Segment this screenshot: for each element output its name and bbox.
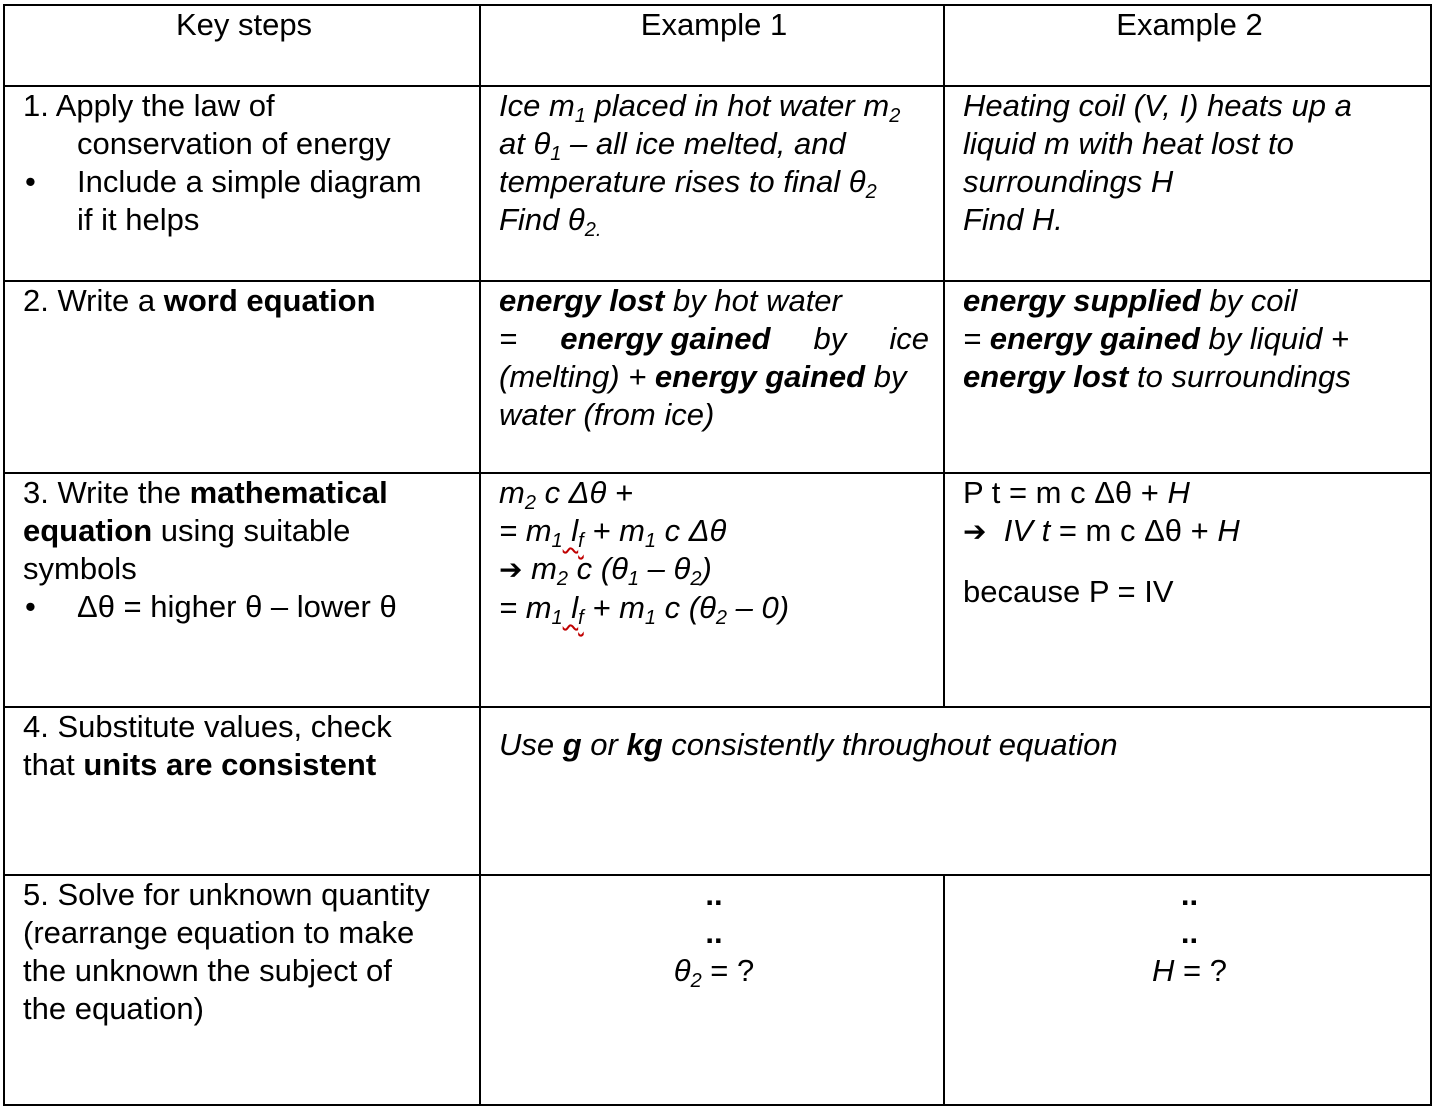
arrow-right-icon: ➔ [963,515,987,548]
step-5-line-1: 5. Solve for unknown quantity [23,877,430,912]
ellipsis-dots-2: .. [1180,915,1199,950]
step-3-title-line-3: symbols [23,551,137,586]
step-4-merged-example-cell [480,707,1431,875]
header-row [4,5,1431,86]
ex1-math-line-2: = $m_1$ $l_f + m_1$ c Δθ [499,513,727,552]
step-3-key-cell [4,473,480,707]
step-3-bullet-text: Δθ = higher θ – lower θ [77,589,397,624]
ex1-word-eq-line-3: (melting) + energy gained by [499,359,907,394]
bullet-icon: • [25,589,36,624]
step-2-title: 2. Write a word equation [23,283,376,318]
ex1-unknown: $\theta_2$ = ? [673,953,755,992]
ellipsis-dots-1: .. [1180,877,1199,912]
header-example-1: Example 1 [480,5,944,86]
step-2-key-cell [4,281,480,473]
step-3-example-1-cell [480,473,944,707]
step-3-title-line-1: 3. Write the mathematical [23,475,388,510]
ex1-math-line-4: = $m_1$ $l_f + m_1$ c $(\theta_2 - 0)$ [499,590,790,629]
step-2-example-2-cell [944,281,1431,473]
ex2-math-line-1: P t = m c Δθ + H [963,475,1190,510]
ex2-word-eq-line-3: energy lost to surroundings [963,359,1351,394]
ex1-math-line-1: $m_2$ c Δθ + [499,475,634,514]
ex1-math-line-3: ➔ $m_2$ c $(\theta_1 - \theta_2)$ [499,551,712,590]
header-key-steps: Key steps [4,5,480,86]
step-1-example-1-cell [480,86,944,281]
ex2-unknown: H = ? [1152,953,1227,988]
ex2-scenario-line-1: Heating coil (V, I) heats up a [963,88,1352,123]
step-4-title-line-1: 4. Substitute values, check [23,709,392,744]
step-5-key-cell [4,875,480,1105]
ex2-scenario-line-4: Find H. [963,202,1063,237]
step-4-title-line-2: that units are consistent [23,747,377,782]
step-1-title-cont: conservation of energy [77,126,391,161]
table-row-step-2 [4,281,1431,473]
ex2-scenario-line-2: liquid m with heat lost to [963,126,1294,161]
step-3-example-2-cell [944,473,1431,707]
arrow-right-icon: ➔ [499,553,523,586]
step-1-bullet-text: Include a simple diagram [77,164,422,199]
ex2-word-eq-line-1: energy supplied by coil [963,283,1298,318]
step-3-bullet [23,588,465,626]
ex2-scenario-line-3: surroundings H [963,164,1174,199]
step-5-line-2: (rearrange equation to make [23,915,415,950]
ellipsis-dots-2: .. [705,915,723,950]
step-4-key-cell [4,707,480,875]
ex2-math-line-2: ➔ IV t = m c Δθ + H [963,513,1240,548]
step-5-line-4: the equation) [23,991,204,1026]
step-3-title-line-2: equation using suitable [23,513,351,548]
table-row-step-3 [4,473,1431,707]
ex2-math-line-3: because P = IV [963,574,1174,609]
ex1-scenario-line-4: Find $\theta_{2.}$ [499,202,602,241]
step-1-title: 1. Apply the law of [23,88,275,123]
step-5-example-2-cell [944,875,1431,1105]
ex1-word-eq-line-2: = energy gained by ice [499,321,929,356]
step-1-bullet [23,163,465,201]
table-row-step-4 [4,707,1431,875]
table-row-step-5 [4,875,1431,1105]
step-1-example-2-cell [944,86,1431,281]
step-1-key-cell [4,86,480,281]
step-2-example-1-cell [480,281,944,473]
units-note: Use g or kg consistently throughout equation [499,727,1118,762]
bullet-icon: • [25,164,36,199]
step-5-line-3: the unknown the subject of [23,953,392,988]
key-steps-table [3,4,1432,1106]
table-row-step-1 [4,86,1431,281]
ex1-word-eq-line-4: water (from ice) [499,397,715,432]
header-example-2: Example 2 [944,5,1431,86]
ex1-scenario-line-3: temperature rises to final $\theta_2$ [499,164,877,203]
ex1-scenario-line-1: Ice $m_1$ placed in hot water $m_2$ [499,88,901,127]
ex1-scenario-line-2: at $\theta_1$ – all ice melted, and [499,126,846,165]
step-1-bullet-cont: if it helps [77,202,200,237]
step-5-example-1-cell [480,875,944,1105]
ellipsis-dots-1: .. [705,877,723,912]
ex2-word-eq-line-2: = energy gained by liquid + [963,321,1349,356]
ex1-word-eq-line-1: energy lost by hot water [499,283,842,318]
